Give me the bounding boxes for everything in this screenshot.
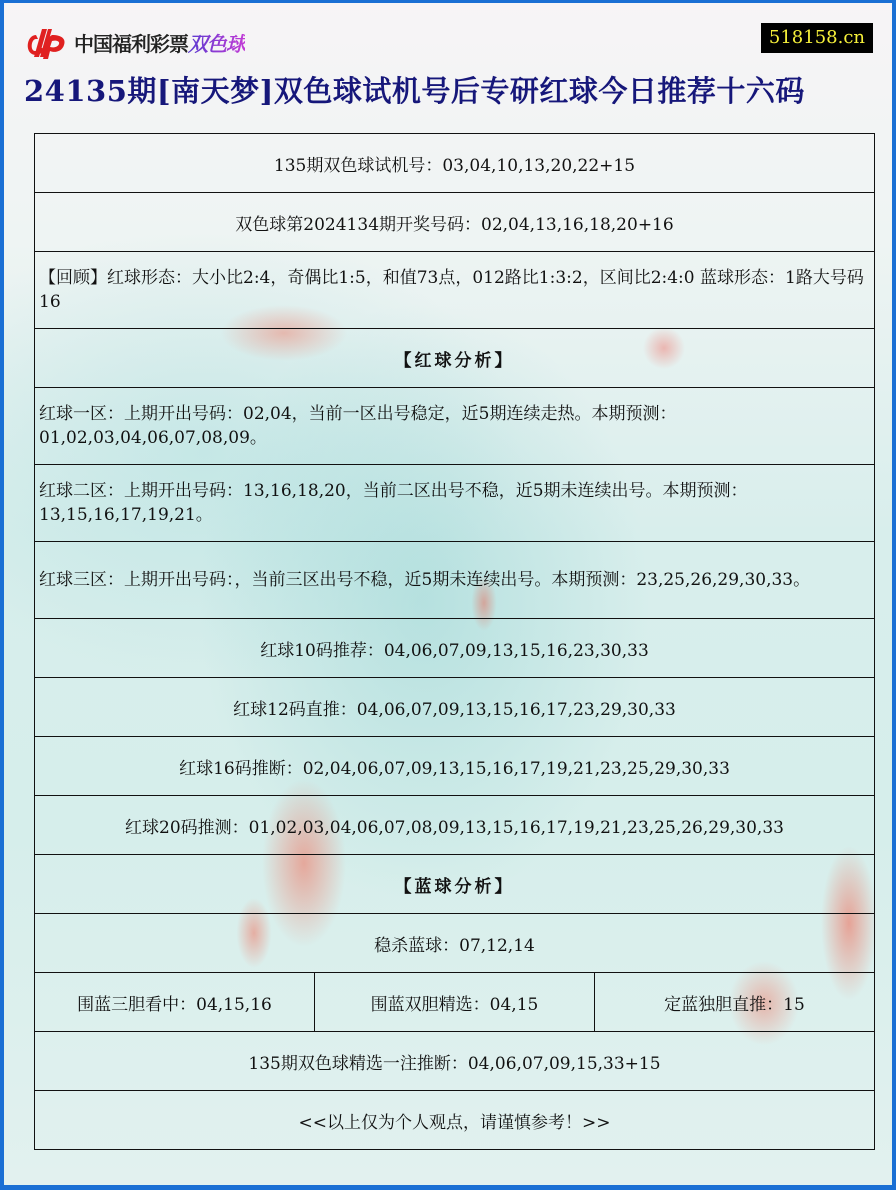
table-row bbox=[35, 329, 875, 388]
blue-two-picks: 围蓝双胆精选：04,15 bbox=[315, 973, 595, 1032]
blue-analysis-heading: 【蓝球分析】 bbox=[35, 855, 875, 914]
red-12-direct: 红球12码直推：04,06,07,09,13,15,16,17,23,29,30,33 bbox=[35, 678, 875, 737]
trial-numbers: 135期双色球试机号：03,04,10,13,20,22+15 bbox=[35, 134, 875, 193]
table-row bbox=[35, 465, 875, 542]
table-row bbox=[35, 1032, 875, 1091]
blue-kill: 稳杀蓝球：07,12,14 bbox=[35, 914, 875, 973]
red-zone-1: 红球一区：上期开出号码：02,04，当前一区出号稳定，近5期连续走热。本期预测：01,02,03,04,06,07,08,09。 bbox=[35, 388, 875, 465]
logo[interactable] bbox=[22, 25, 245, 59]
table-row bbox=[35, 796, 875, 855]
table-row bbox=[35, 193, 875, 252]
table-row bbox=[35, 134, 875, 193]
logo-game-text: 双色球 bbox=[188, 31, 245, 56]
red-10-recommend: 红球10码推荐：04,06,07,09,13,15,16,23,30,33 bbox=[35, 619, 875, 678]
cwl-logo-icon bbox=[22, 25, 68, 59]
header bbox=[4, 3, 892, 133]
table-row bbox=[35, 619, 875, 678]
blue-single-pick: 定蓝独胆直推：15 bbox=[595, 973, 875, 1032]
table-row bbox=[35, 737, 875, 796]
red-20-guess: 红球20码推测：01,02,03,04,06,07,08,09,13,15,16,17,19,21,23,25,26,29,30,33 bbox=[35, 796, 875, 855]
table-row bbox=[35, 678, 875, 737]
table-row bbox=[35, 252, 875, 329]
disclaimer: <<以上仅为个人观点，请谨慎参考！>> bbox=[35, 1091, 875, 1150]
table-row bbox=[35, 855, 875, 914]
red-16-inference: 红球16码推断：02,04,06,07,09,13,15,16,17,19,21,23,25,29,30,33 bbox=[35, 737, 875, 796]
site-badge[interactable]: 518158.cn bbox=[761, 23, 873, 53]
red-analysis-heading: 【红球分析】 bbox=[35, 329, 875, 388]
final-pick: 135期双色球精选一注推断：04,06,07,09,15,33+15 bbox=[35, 1032, 875, 1091]
logo-text bbox=[74, 28, 245, 57]
red-zone-3: 红球三区：上期开出号码：，当前三区出号不稳，近5期未连续出号。本期预测：23,25,26,29,30,33。 bbox=[35, 542, 875, 619]
last-draw-numbers: 双色球第2024134期开奖号码：02,04,13,16,18,20+16 bbox=[35, 193, 875, 252]
review-text: 【回顾】红球形态：大小比2:4，奇偶比1:5，和值73点，012路比1:3:2，区间比2:4:0 蓝球形态：1路大号码16 bbox=[35, 252, 875, 329]
red-zone-2: 红球二区：上期开出号码：13,16,18,20，当前二区出号不稳，近5期未连续出号。本期预测：13,15,16,17,19,21。 bbox=[35, 465, 875, 542]
table-row bbox=[35, 542, 875, 619]
table-row bbox=[35, 914, 875, 973]
blue-three-picks: 围蓝三胆看中：04,15,16 bbox=[35, 973, 315, 1032]
table-row bbox=[35, 1091, 875, 1150]
logo-org-text: 中国福利彩票 bbox=[74, 31, 188, 56]
prediction-table bbox=[34, 133, 875, 1150]
table-row bbox=[35, 388, 875, 465]
page-title: 24135期[南天梦]双色球试机号后专研红球今日推荐十六码 bbox=[24, 74, 805, 108]
table-row bbox=[35, 973, 875, 1032]
